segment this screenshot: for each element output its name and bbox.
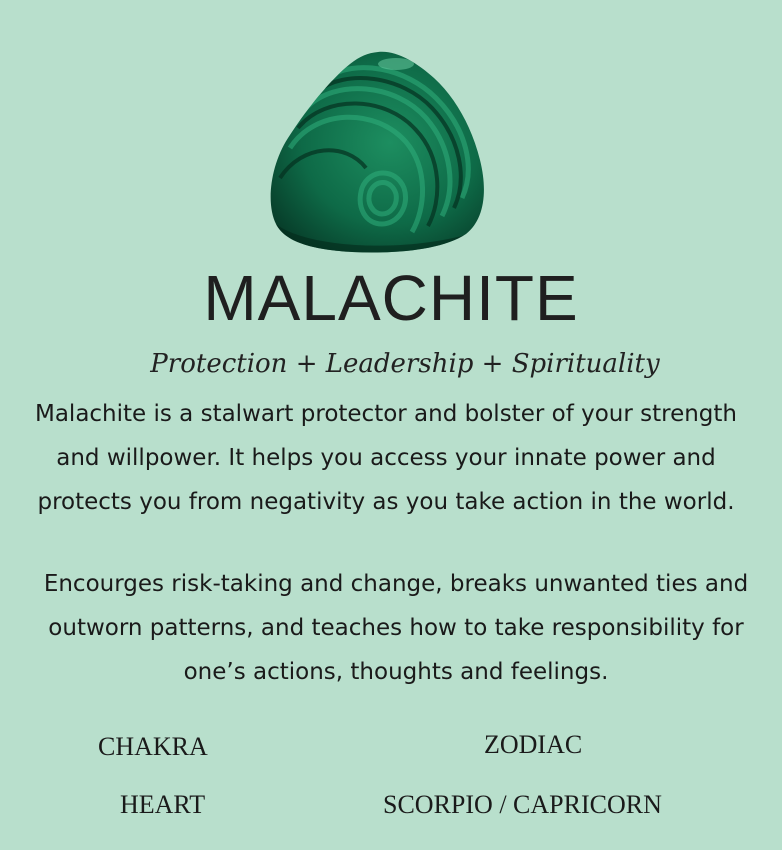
chakra-value: HEART bbox=[120, 790, 206, 819]
chakra-label: CHAKRA bbox=[98, 732, 208, 761]
subtitle: Protection + Leadership + Spirituality bbox=[150, 349, 660, 379]
description-paragraph: Malachite is a stalwart protector and bolster of your strength and willpower. It helps you access your innate power and protects you from negativity as you take action in the world. bbox=[34, 401, 738, 515]
zodiac-label: ZODIAC bbox=[484, 730, 583, 759]
page-title: MALACHITE bbox=[203, 262, 579, 334]
zodiac-value: SCORPIO / CAPRICORN bbox=[383, 790, 662, 819]
description-paragraph: Encourges risk-taking and change, breaks unwanted ties and outworn patterns, and teaches how to take responsibility for one’s actions, thoughts and feelings. bbox=[43, 571, 749, 685]
malachite-stone-image bbox=[266, 48, 492, 258]
